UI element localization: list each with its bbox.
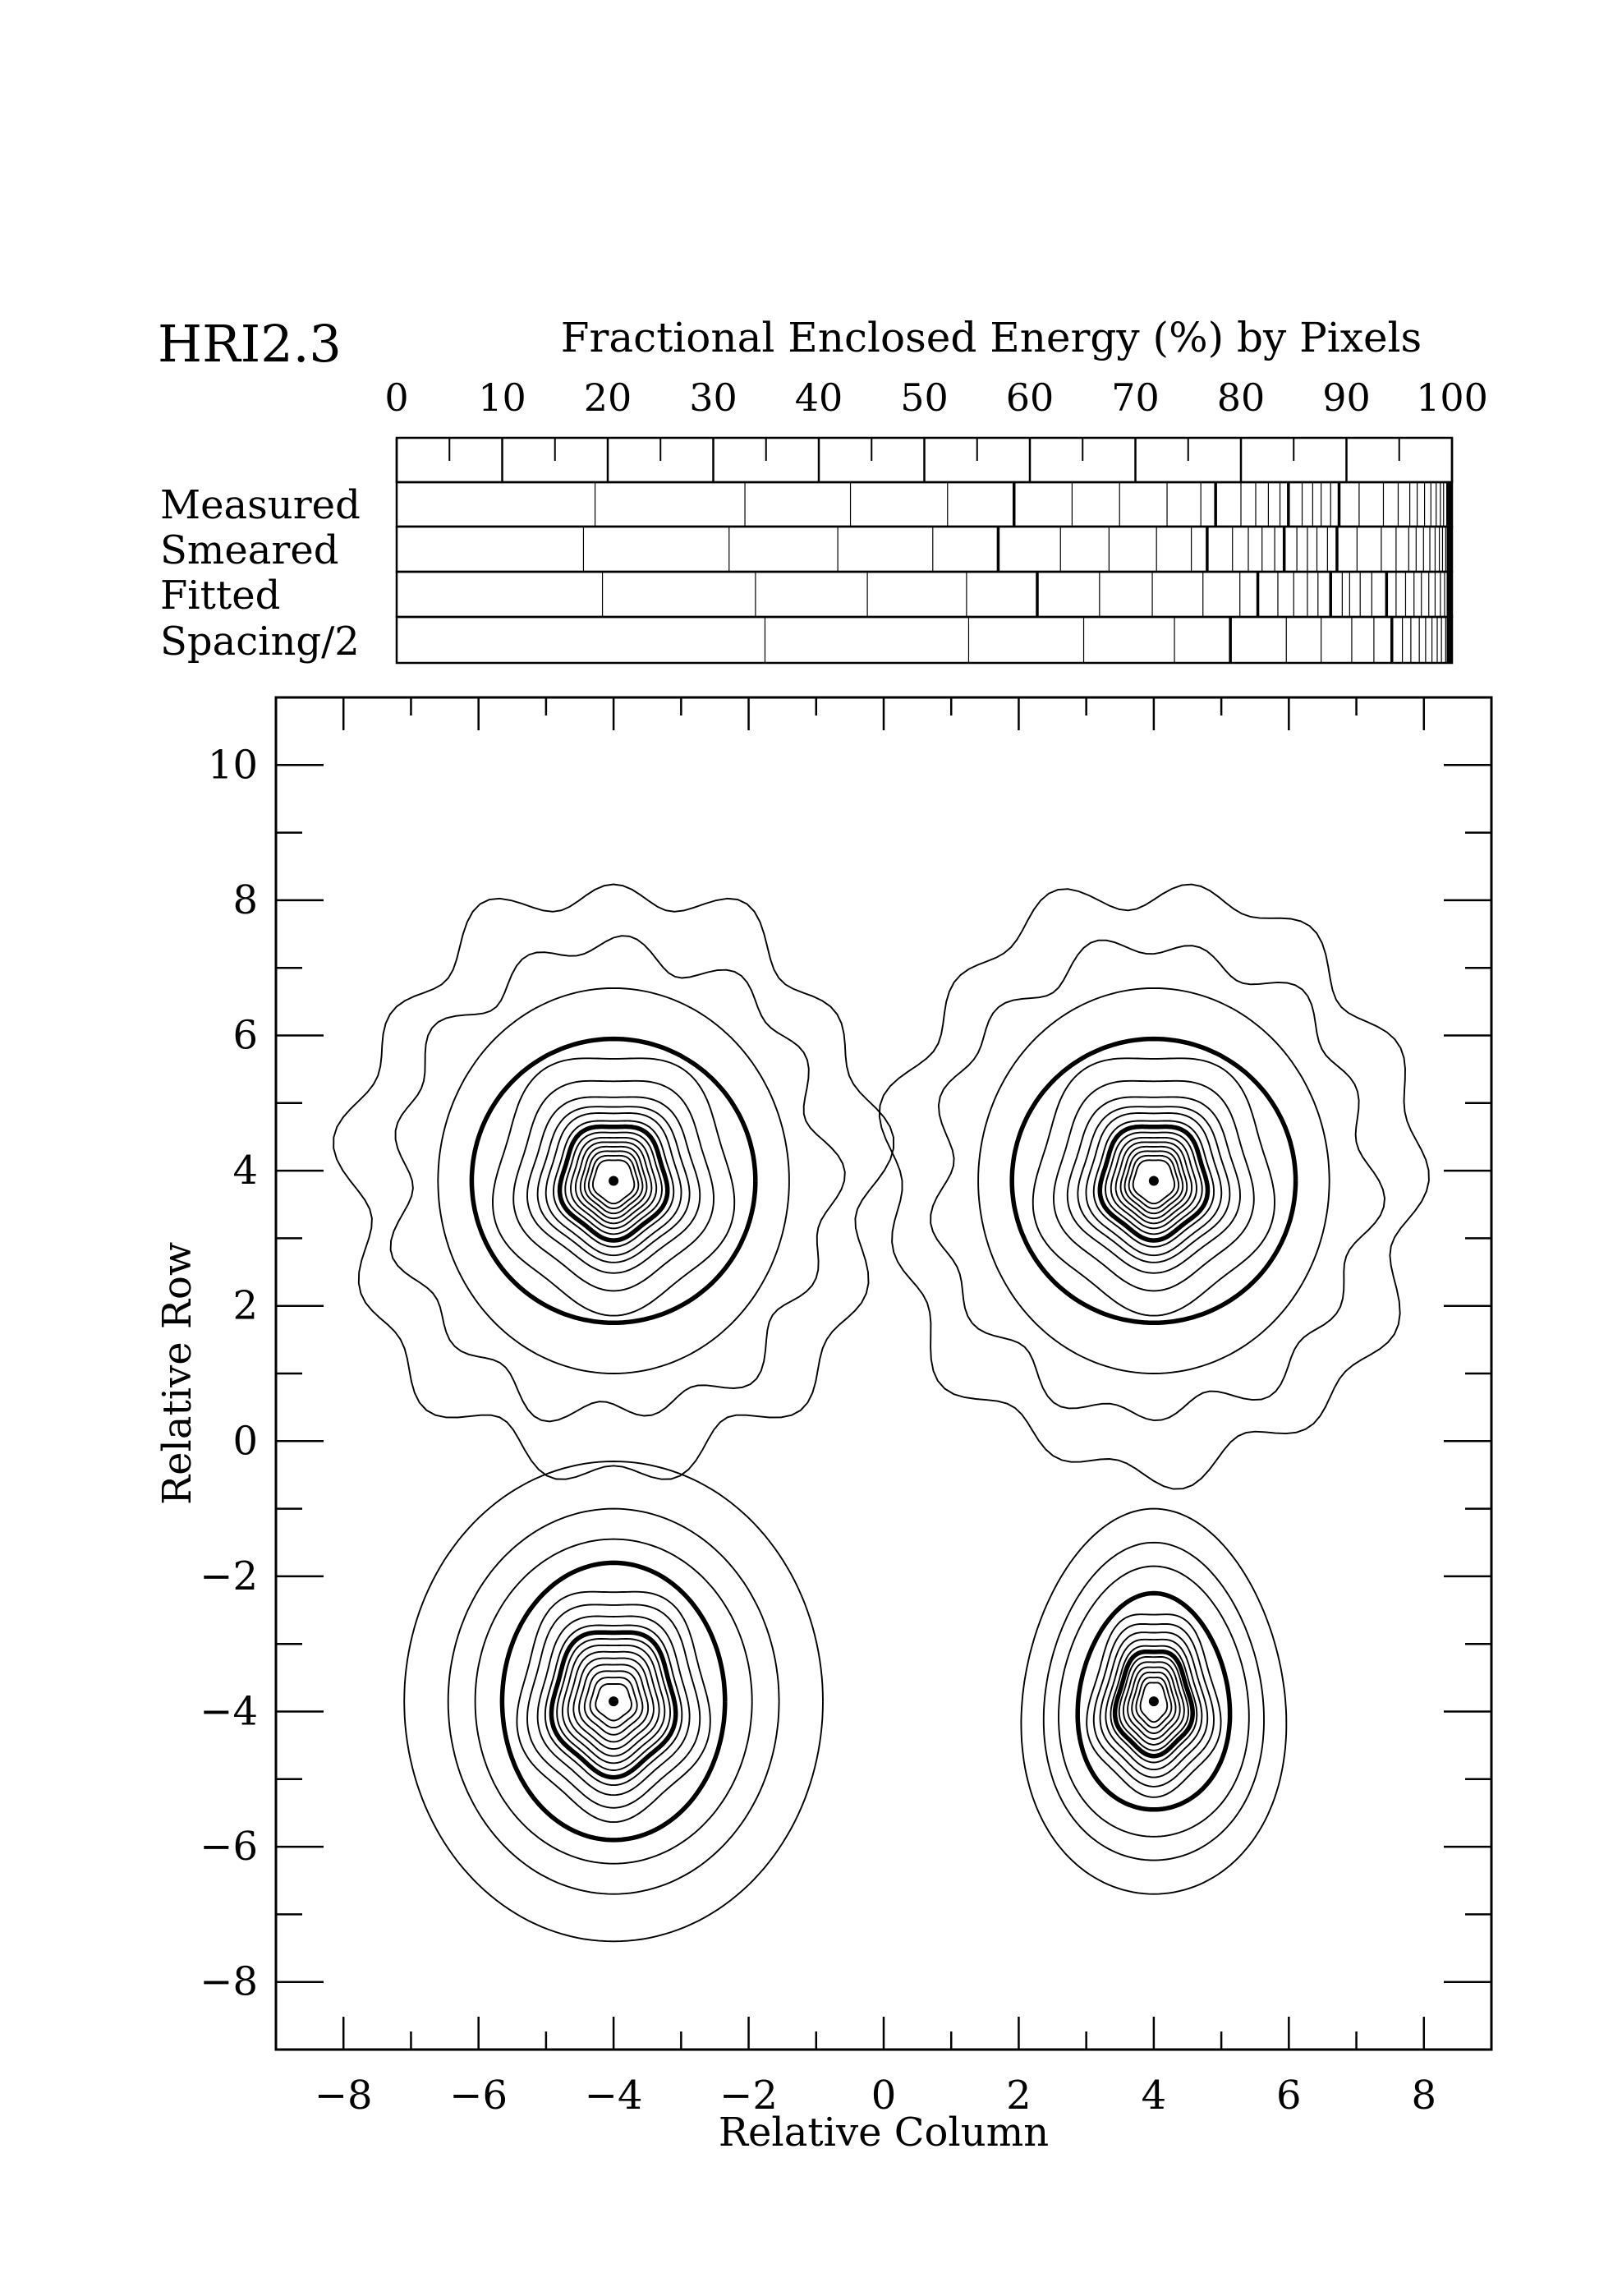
x-tick-label: 0 <box>871 2073 897 2119</box>
strip-tick-label: 0 <box>384 375 409 420</box>
y-tick-label: 10 <box>207 742 258 789</box>
figure-title: Fractional Enclosed Energy (%) by Pixels <box>560 314 1422 361</box>
strip-row-measured <box>397 482 1452 527</box>
y-tick-label: 6 <box>232 1012 258 1059</box>
x-tick-label: −6 <box>449 2073 508 2119</box>
strip-row-label: Measured <box>160 482 361 528</box>
y-tick-label: −4 <box>200 1688 258 1735</box>
contour-level <box>880 885 1429 1489</box>
strip-tick-label: 50 <box>900 375 949 420</box>
x-tick-label: −4 <box>584 2073 643 2119</box>
contour-plot <box>154 697 1491 2156</box>
plot-frame <box>276 697 1491 2050</box>
enclosed-energy-strip <box>160 375 1488 665</box>
y-tick-label: 8 <box>232 877 258 923</box>
contour-peak <box>1149 1176 1159 1185</box>
contour-panel-top-right <box>880 885 1429 1489</box>
x-tick-label: 4 <box>1141 2073 1167 2119</box>
y-tick-label: 2 <box>232 1282 258 1329</box>
y-tick-label: −8 <box>200 1958 258 2005</box>
strip-tick-label: 100 <box>1416 375 1488 420</box>
strip-tick-label: 10 <box>478 375 526 420</box>
x-tick-label: 6 <box>1276 2073 1302 2119</box>
contour-levels <box>333 885 1429 1942</box>
strip-tick-label: 90 <box>1322 375 1371 420</box>
detector-label: HRI2.3 <box>158 314 342 374</box>
strip-row-label: Spacing/2 <box>160 619 360 665</box>
strip-tick-label: 60 <box>1005 375 1055 420</box>
y-tick-label: 0 <box>232 1418 258 1465</box>
x-tick-label: 2 <box>1006 2073 1032 2119</box>
strip-row-label: Smeared <box>160 527 339 573</box>
strip-row-spacing-2 <box>397 617 1452 663</box>
y-axis-label: Relative Row <box>154 1241 200 1506</box>
contour-panel-top-left <box>333 885 894 1479</box>
x-tick-label: −8 <box>314 2073 373 2119</box>
contour-peak <box>609 1696 618 1706</box>
contour-level <box>513 1081 714 1291</box>
strip-tick-label: 30 <box>689 375 737 420</box>
x-axis-label: Relative Column <box>718 2110 1050 2156</box>
contour-peak <box>609 1176 618 1185</box>
contour-peak <box>1149 1696 1159 1706</box>
y-tick-label: 4 <box>232 1148 258 1194</box>
strip-tick-label: 80 <box>1216 375 1266 420</box>
contour-level <box>1054 1081 1254 1291</box>
strip-tick-label: 70 <box>1111 375 1160 420</box>
strip-row-smeared <box>397 527 1452 572</box>
x-tick-label: 8 <box>1411 2073 1437 2119</box>
contour-panel-bottom-right <box>1021 1509 1286 1894</box>
y-tick-label: −6 <box>200 1824 258 1870</box>
strip-tick-label: 40 <box>794 375 843 420</box>
contour-axis-ticks <box>200 697 1491 2119</box>
x-tick-label: −2 <box>719 2073 778 2119</box>
y-tick-label: −2 <box>200 1553 258 1599</box>
strip-tick-label: 20 <box>583 375 632 420</box>
contour-panel-bottom-left <box>404 1461 823 1941</box>
strip-row-label: Fitted <box>160 573 281 619</box>
